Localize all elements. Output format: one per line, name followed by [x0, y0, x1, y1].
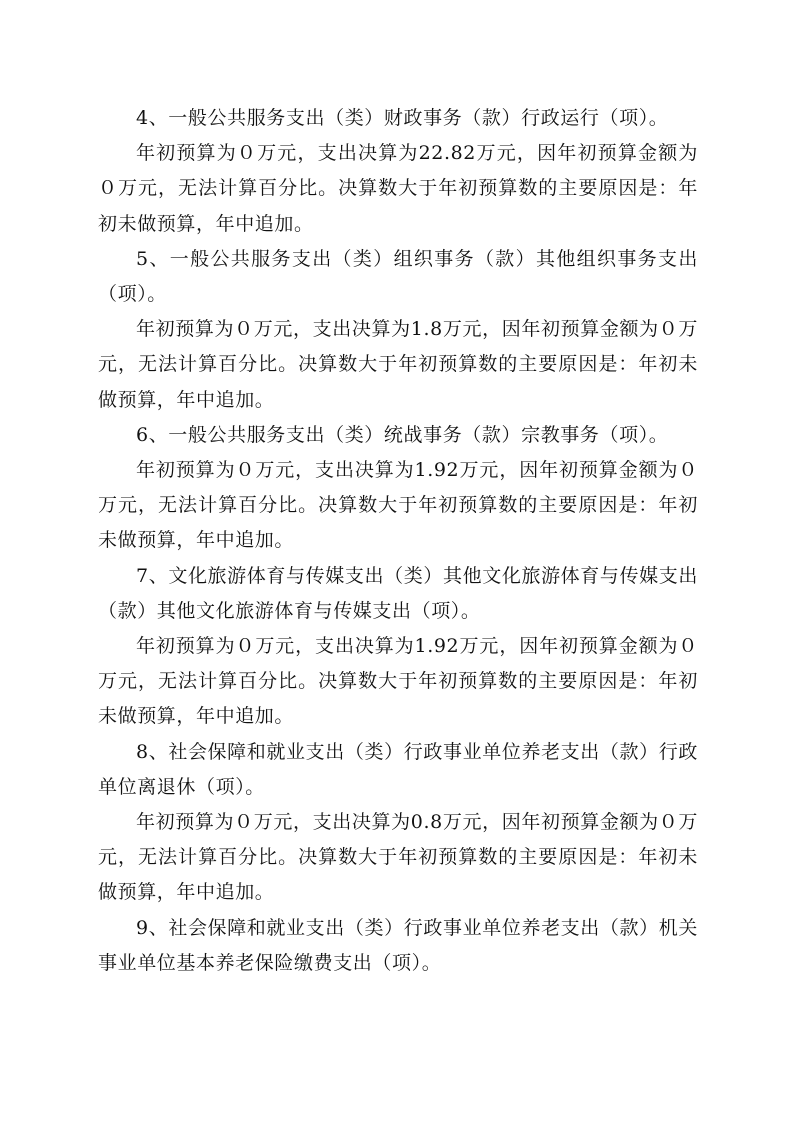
item-heading-5: 5、一般公共服务支出（类）组织事务（款）其他组织事务支出（项）。 — [98, 247, 698, 306]
item-body-7: 年初预算为０万元，支出决算为1.92万元，因年初预算金额为０万元，无法计算百分比。决算数大于年初预算数的主要原因是：年初未做预算，年中追加。 — [98, 635, 698, 728]
item-heading-8: 8、社会保障和就业支出（类）行政事业单位养老支出（款）行政单位离退休（项）。 — [98, 740, 698, 798]
item-heading-4: 4、一般公共服务支出（类）财政事务（款）行政运行（项）。 — [136, 107, 669, 129]
item-heading-9: 9、社会保障和就业支出（类）行政事业单位养老支出（款）机关事业单位基本养老保险缴费支出（项）。 — [98, 916, 698, 974]
item-body-4: 年初预算为０万元，支出决算为22.82万元，因年初预算金额为０万元，无法计算百分比。决算数大于年初预算数的主要原因是：年初未做预算，年中追加。 — [98, 142, 698, 235]
item-body-6: 年初预算为０万元，支出决算为1.92万元，因年初预算金额为０万元，无法计算百分比。决算数大于年初预算数的主要原因是：年初未做预算，年中追加。 — [98, 459, 698, 552]
item-body-5: 年初预算为０万元，支出决算为1.8万元，因年初预算金额为０万元，无法计算百分比。决算数大于年初预算数的主要原因是：年初未做预算，年中追加。 — [98, 318, 698, 411]
item-heading-6: 6、一般公共服务支出（类）统战事务（款）宗教事务（项）。 — [136, 423, 669, 446]
item-heading-7: 7、文化旅游体育与传媒支出（类）其他文化旅游体育与传媒支出（款）其他文化旅游体育与传媒支出（项）。 — [98, 564, 698, 622]
document-page — [98, 101, 698, 981]
item-body-8: 年初预算为０万元，支出决算为0.8万元，因年初预算金额为０万元，无法计算百分比。决算数大于年初预算数的主要原因是：年初未做预算，年中追加。 — [98, 811, 698, 904]
